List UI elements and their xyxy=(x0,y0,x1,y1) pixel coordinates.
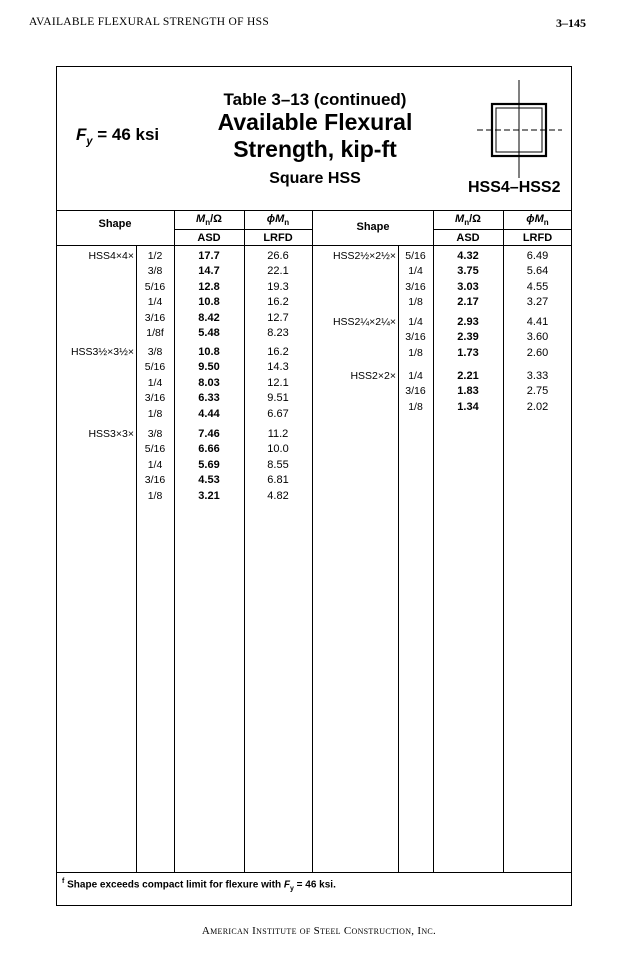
asd-value: 9.50 xyxy=(198,361,220,374)
footnote-fy-subscript: y xyxy=(289,885,294,893)
asd-value: 3.21 xyxy=(198,489,220,502)
right-shape-header: Shape xyxy=(356,221,390,233)
lrfd-value: 2.75 xyxy=(526,385,549,398)
left-subheader-rule xyxy=(174,229,312,230)
wall-thickness: 1/2 xyxy=(147,250,163,262)
lrfd-value: 2.02 xyxy=(526,400,549,413)
shape-designation: HSS2¼×2¼× xyxy=(332,316,396,328)
lrfd-value: 2.60 xyxy=(526,346,549,359)
asd-value: 4.53 xyxy=(198,474,220,487)
table-top-rule xyxy=(56,210,572,211)
mn-omega-tail: /Ω xyxy=(469,213,481,225)
wall-thickness: 1/8 xyxy=(408,296,423,309)
center-divider xyxy=(312,210,313,872)
lrfd-value: 16.2 xyxy=(267,346,289,358)
lrfd-value: 9.51 xyxy=(267,392,289,405)
asd-value: 10.8 xyxy=(198,346,220,358)
asd-value: 8.42 xyxy=(198,311,220,324)
right-phi-mn-header xyxy=(503,213,572,227)
publisher-footer: American Institute of Steel Construction, Inc. xyxy=(201,925,437,937)
wall-thickness: 1/8 xyxy=(147,407,163,420)
wall-thickness: 3/16 xyxy=(405,331,426,344)
wall-thickness: 3/8 xyxy=(147,428,163,440)
footnote-text-a: Shape exceeds compact limit for flexure with xyxy=(64,879,284,891)
wall-thickness: 1/8 xyxy=(408,346,423,359)
asd-value: 8.03 xyxy=(198,376,220,389)
lrfd-value: 6.67 xyxy=(267,407,289,420)
lrfd-value: 22.1 xyxy=(267,265,289,278)
wall-thickness: 3/16 xyxy=(405,280,426,293)
asd-value: 7.46 xyxy=(198,428,220,440)
wall-thickness: 1/4 xyxy=(147,458,163,471)
asd-value: 4.32 xyxy=(457,250,479,262)
asd-value: 6.66 xyxy=(198,443,220,456)
lrfd-value: 26.6 xyxy=(267,250,289,262)
lrfd-value: 4.55 xyxy=(526,280,549,293)
asd-value: 2.21 xyxy=(457,370,479,382)
mn-omega-subscript: n xyxy=(464,218,470,228)
asd-value: 1.83 xyxy=(457,385,479,398)
asd-value: 5.48 xyxy=(198,327,220,339)
wall-thickness: 1/8f xyxy=(146,327,164,339)
lrfd-value: 11.2 xyxy=(267,428,289,440)
left-mn-omega-header xyxy=(174,213,244,227)
mn-omega-symbol: M xyxy=(196,213,206,225)
lrfd-value: 6.81 xyxy=(267,474,289,487)
lrfd-value: 14.3 xyxy=(267,361,289,374)
mn-omega-subscript: n xyxy=(205,218,211,228)
yield-strength-label xyxy=(76,125,159,147)
right-mn-omega-header xyxy=(433,213,503,227)
phi-mn-subscript: n xyxy=(543,218,549,228)
phi-mn-subscript: n xyxy=(284,218,290,228)
mn-omega-symbol: M xyxy=(455,213,465,225)
wall-thickness: 5/16 xyxy=(144,443,166,456)
wall-thickness: 3/16 xyxy=(144,311,166,324)
wall-thickness: 3/8 xyxy=(147,346,163,358)
wall-thickness: 1/4 xyxy=(408,316,423,328)
asd-value: 12.8 xyxy=(198,280,220,293)
wall-thickness: 3/16 xyxy=(405,385,426,398)
asd-value: 1.73 xyxy=(457,346,479,359)
asd-value: 2.93 xyxy=(457,316,479,328)
wall-thickness: 5/16 xyxy=(144,361,166,374)
wall-thickness: 1/4 xyxy=(408,265,423,278)
phi-mn-symbol: ϕM xyxy=(266,213,285,225)
lrfd-value: 12.7 xyxy=(267,311,289,324)
left-lrfd-header: LRFD xyxy=(263,232,293,244)
asd-value: 14.7 xyxy=(198,265,220,278)
lrfd-value: 19.3 xyxy=(267,280,289,293)
footnote-rule xyxy=(56,872,572,873)
footnote xyxy=(62,878,336,892)
asd-value: 1.34 xyxy=(457,400,479,413)
asd-value: 2.39 xyxy=(457,331,479,344)
left-shape-divider xyxy=(136,245,137,872)
wall-thickness: 3/8 xyxy=(147,265,163,278)
mn-omega-tail: /Ω xyxy=(210,213,222,225)
shape-designation: HSS3×3× xyxy=(88,428,134,440)
wall-thickness: 1/8 xyxy=(408,400,423,413)
asd-value: 17.7 xyxy=(198,250,220,262)
asd-value: 3.03 xyxy=(457,280,479,293)
lrfd-value: 6.49 xyxy=(526,250,549,262)
left-asd-header: ASD xyxy=(197,232,221,244)
lrfd-value: 4.82 xyxy=(267,489,289,502)
running-header-title: AVAILABLE FLEXURAL STRENGTH OF HSS xyxy=(29,16,270,28)
table-subtitle: Square HSS xyxy=(269,170,361,187)
right-lrfd-header: LRFD xyxy=(522,232,553,244)
asd-value: 2.17 xyxy=(457,296,479,309)
right-asd-header: ASD xyxy=(456,232,480,244)
lrfd-value: 8.55 xyxy=(267,458,289,471)
shape-designation: HSS2½×2½× xyxy=(332,250,396,262)
right-lrfd-divider xyxy=(503,210,504,872)
lrfd-value: 8.23 xyxy=(267,327,289,339)
lrfd-value: 16.2 xyxy=(267,296,289,309)
lrfd-value: 5.64 xyxy=(526,265,549,278)
wall-thickness: 3/16 xyxy=(144,474,166,487)
table-title-line2: Strength, kip-ft xyxy=(233,136,397,162)
square-hss-section-icon xyxy=(474,80,564,180)
lrfd-value: 4.41 xyxy=(526,316,549,328)
left-lrfd-divider xyxy=(244,210,245,872)
left-shape-header: Shape xyxy=(98,218,132,230)
shape-range-label: HSS4–HSS2 xyxy=(468,179,561,196)
asd-value: 5.69 xyxy=(198,458,220,471)
shape-designation: HSS4×4× xyxy=(88,250,134,262)
phi-mn-symbol: ϕM xyxy=(526,213,544,225)
fy-symbol: F xyxy=(76,125,87,144)
lrfd-value: 10.0 xyxy=(267,443,289,456)
lrfd-value: 12.1 xyxy=(267,376,289,389)
wall-thickness: 1/4 xyxy=(408,370,423,382)
table-title-line1: Available Flexural xyxy=(217,109,413,135)
footnote-mark: f xyxy=(62,878,65,885)
page-number: 3–145 xyxy=(556,16,586,30)
lrfd-value: 3.60 xyxy=(526,331,549,344)
wall-thickness: 5/16 xyxy=(405,250,426,262)
left-asd-divider xyxy=(174,210,175,872)
footnote-fy-symbol: F xyxy=(283,879,290,891)
table-number: Table 3–13 (continued) xyxy=(223,90,407,109)
fy-value: = 46 ksi xyxy=(92,125,160,144)
asd-value: 10.8 xyxy=(198,296,220,309)
footnote-text-b: = 46 ksi. xyxy=(293,879,336,891)
asd-value: 6.33 xyxy=(198,392,220,405)
wall-thickness: 1/8 xyxy=(147,489,163,502)
wall-thickness: 5/16 xyxy=(144,280,166,293)
asd-value: 3.75 xyxy=(457,265,479,278)
lrfd-value: 3.33 xyxy=(526,370,549,382)
wall-thickness: 1/4 xyxy=(147,296,163,309)
shape-designation: HSS3½×3½× xyxy=(70,346,134,358)
wall-thickness: 3/16 xyxy=(144,392,166,405)
shape-designation: HSS2×2× xyxy=(350,370,396,382)
wall-thickness: 1/4 xyxy=(147,376,163,389)
lrfd-value: 3.27 xyxy=(526,296,549,309)
left-phi-mn-header xyxy=(244,213,312,227)
fy-subscript: y xyxy=(86,135,93,148)
right-asd-divider xyxy=(433,210,434,872)
header-bottom-rule xyxy=(56,245,572,246)
table-title xyxy=(160,109,470,163)
asd-value: 4.44 xyxy=(198,407,220,420)
